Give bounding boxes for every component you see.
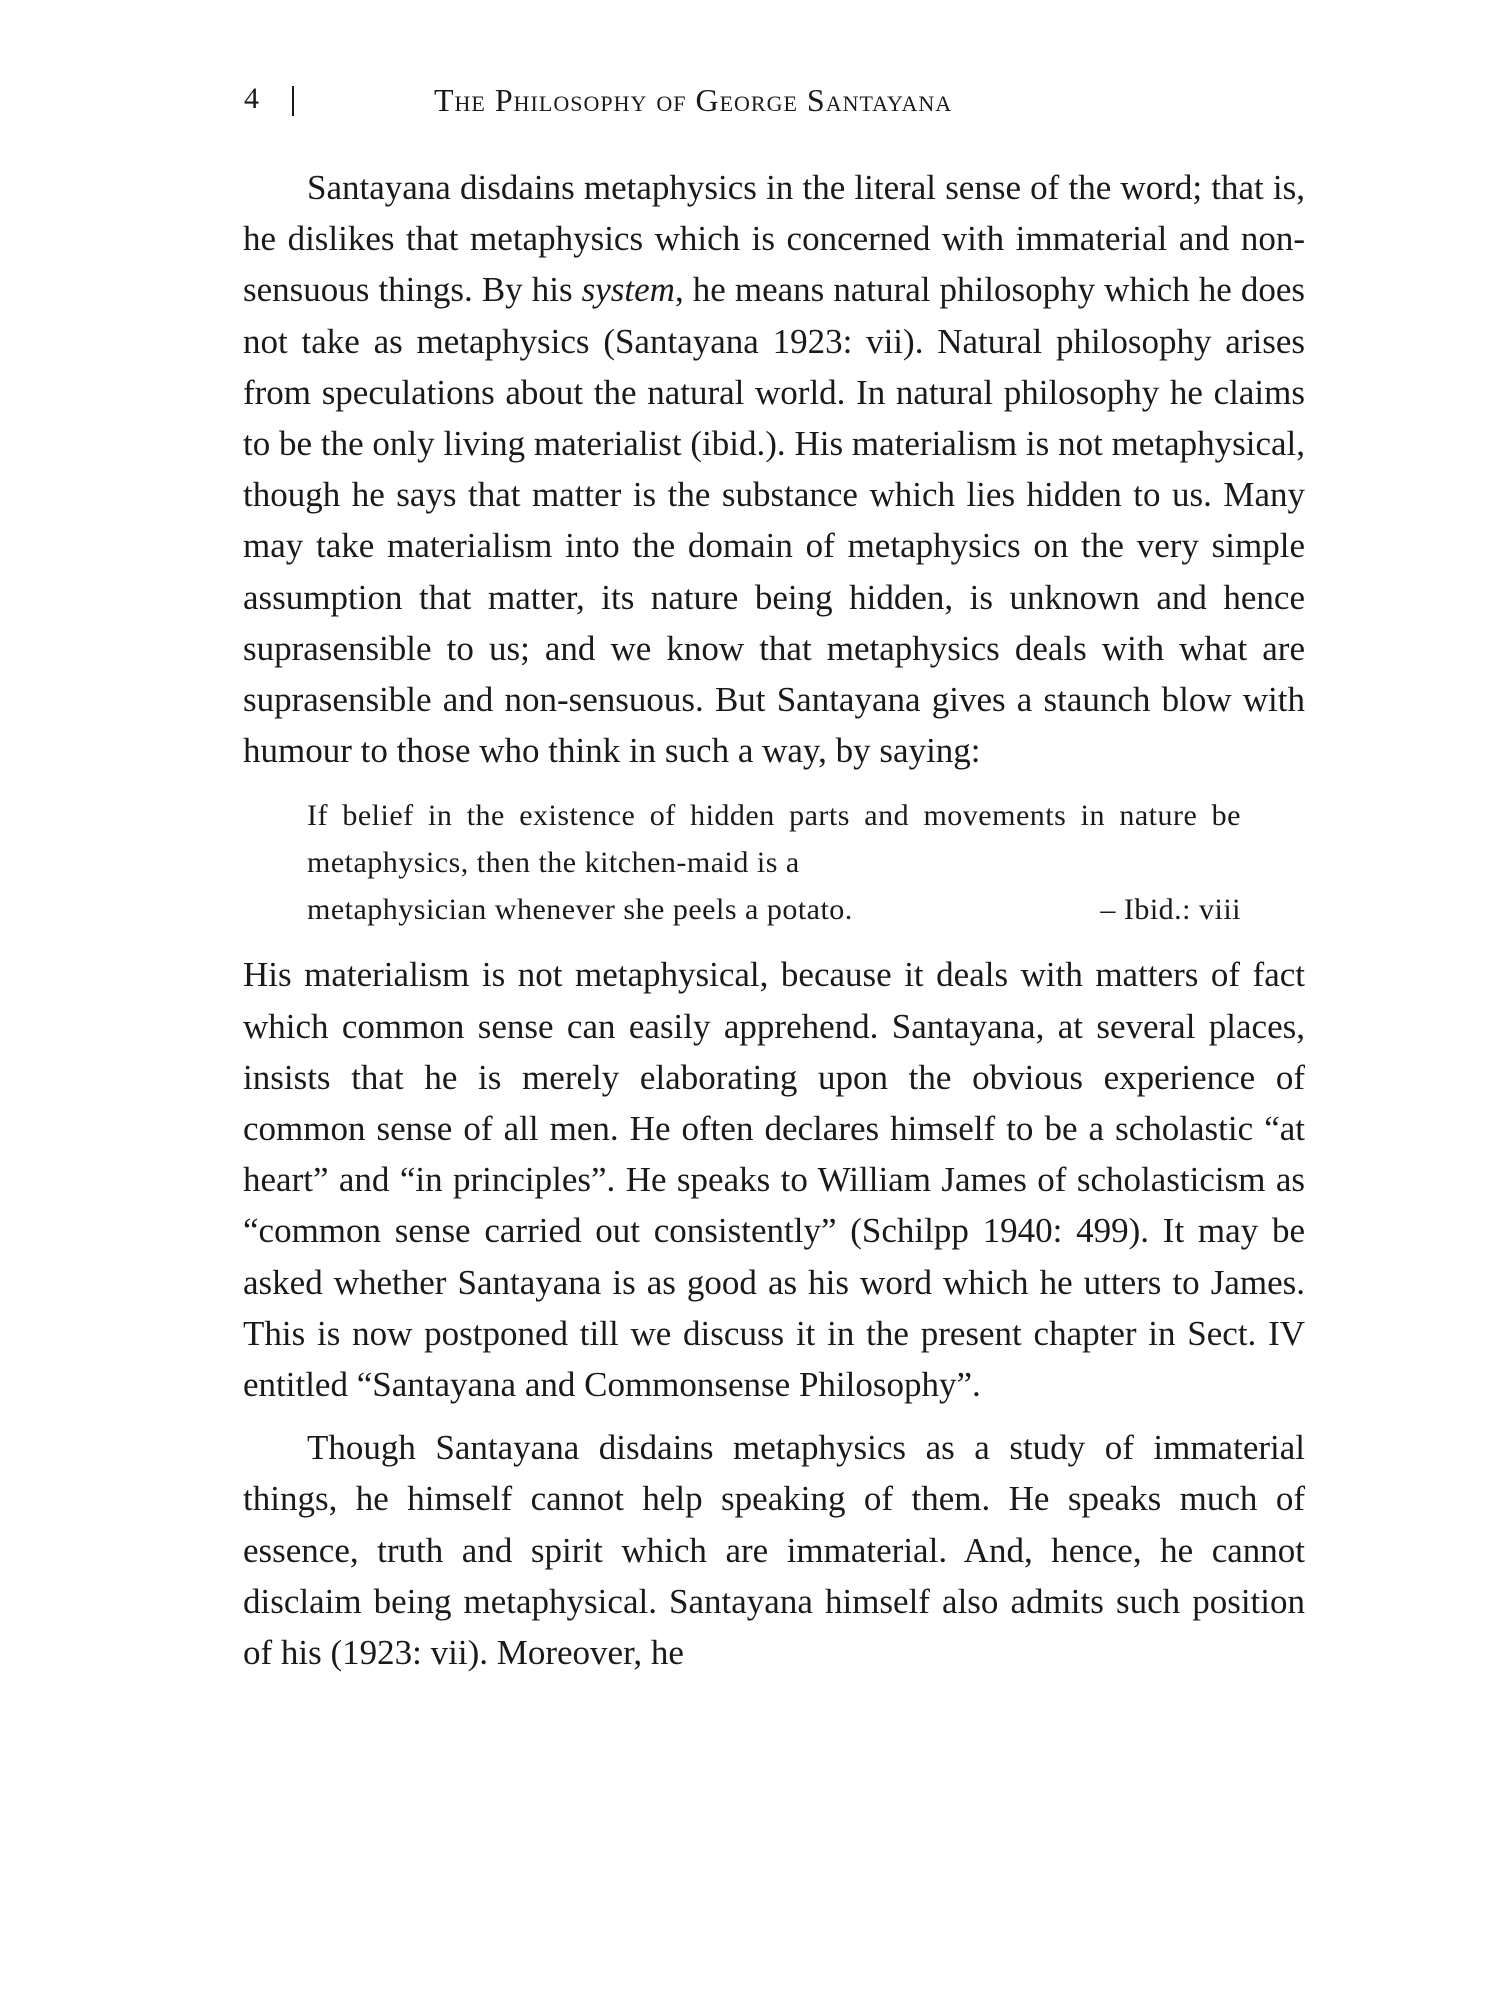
quote-text: If belief in the existence of hidden parts and movements in nature be metaphysics, then the kitchen-maid is a bbox=[307, 799, 1241, 880]
paragraph-1-text-start: Santayana disdains metaphysics in the literal sense of the word; that is, he dislikes that metaphysics which is concerned with immaterial and non-sensuous things. By his bbox=[243, 168, 1305, 310]
quote-citation: – Ibid.: viii bbox=[1100, 893, 1241, 927]
body-text bbox=[243, 162, 1305, 1678]
quote-text-end: metaphysician whenever she peels a potato. bbox=[307, 893, 853, 927]
paragraph-2: His materialism is not metaphysical, because it deals with matters of fact which common sense can easily apprehend. Santayana, at several places, insists that he is merely elaborating upon the obvious experience of common sense of all men. He often declares himself to be a scholastic “at heart” and “in principles”. He speaks to William James of scholasticism as “common sense carried out consistently” (Schilpp 1940: 499). It may be asked whether Santayana is as good as his word which he utters to James. This is now postponed till we discuss it in the present chapter in Sect. IV entitled “Santayana and Commonsense Philosophy”. bbox=[243, 955, 1305, 1405]
block-quote bbox=[307, 792, 1241, 933]
book-title: The Philosophy of George Santayana bbox=[434, 82, 953, 118]
paragraph-3: Though Santayana disdains metaphysics as a study of immaterial things, he himself cannot help speaking of them. He speaks much of essence, truth and spirit which are immaterial. And, hence, he cannot disclaim being metaphysical. Santayana himself also admits such position of his (1923: vii). Moreover, he bbox=[243, 1428, 1305, 1673]
paragraph-1-text-end: , he means natural philosophy which he does not take as metaphysics (Santayana 1923: vii). Natural philosophy arises from speculations about the natural world. In natural philosophy he claims to be the only living materialist (ibid.). His materialism is not metaphysical, though he says that matter is the substance which lies hidden to us. Many may take materialism into the domain of metaphysics on the very simple assumption that matter, its nature being hidden, is unknown and hence suprasensible to us; and we know that metaphysics deals with what are suprasensible and non-sensuous. But Santayana gives a staunch blow with humour to those who think in such a way, by saying: bbox=[243, 270, 1306, 771]
header-separator bbox=[292, 86, 294, 116]
running-head bbox=[244, 82, 1300, 132]
quote-last-line bbox=[307, 886, 1241, 933]
paragraph-1 bbox=[243, 162, 1305, 776]
italic-term-system: system bbox=[581, 270, 675, 310]
page-number: 4 bbox=[244, 82, 260, 115]
